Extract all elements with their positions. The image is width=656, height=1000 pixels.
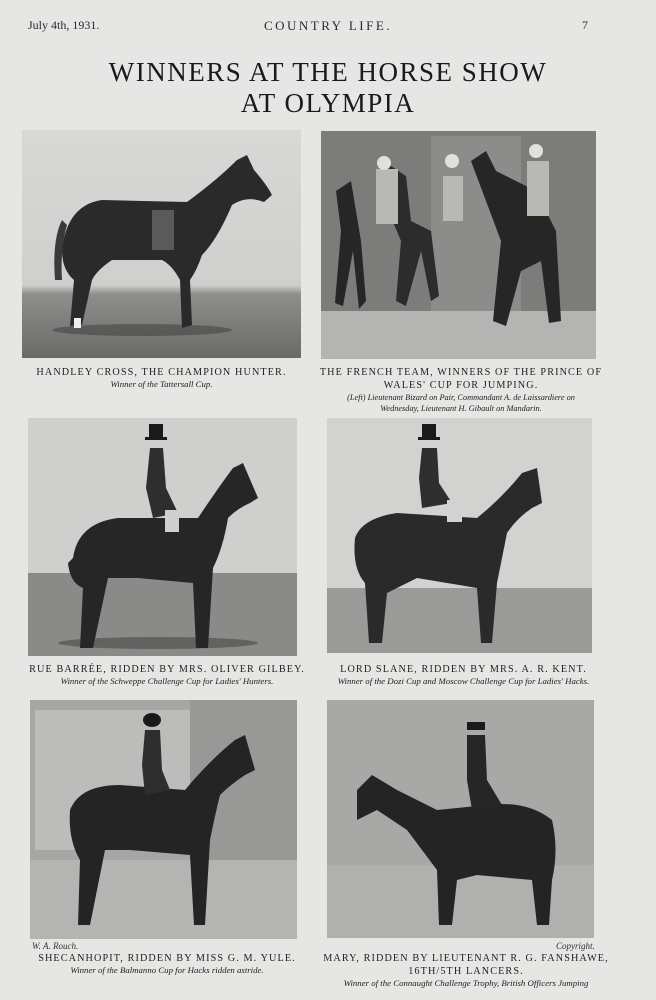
caption-title-line-1: THE FRENCH TEAM, WINNERS OF THE PRINCE OF [319,367,603,378]
photo-handley-cross [22,130,301,358]
caption-title: LORD SLANE, RIDDEN BY MRS. A. R. KENT. [340,664,587,675]
caption-mary [316,952,616,989]
issue-date: July 4th, 1931. [28,18,100,32]
caption-handley-cross [22,366,301,390]
caption-subtitle: Winner of the Tattersall Cup. [110,379,213,389]
caption-rue-barree [22,663,312,687]
photo-credit-copyright: Copyright. [556,941,595,951]
photo-credit-rouch: W. A. Rouch. [32,941,79,951]
caption-shecanhopit [22,952,312,976]
caption-subtitle: Winner of the Dozi Cup and Moscow Challenge Cup for Ladies' Hacks. [337,676,590,686]
caption-subtitle: Winner of the Schweppe Challenge Cup for Ladies' Hunters. [60,676,274,686]
magazine-name: COUNTRY LIFE. [263,18,393,33]
caption-subtitle: Winner of the Connaught Challenge Trophy, British Officers Jumping [343,978,589,988]
caption-title-line-2: WALES' CUP FOR JUMPING. [383,380,539,391]
photo-mary [327,700,594,938]
photo-rue-barree [28,418,297,656]
photo-french-team [321,131,596,359]
photo-shecanhopit [30,700,297,939]
page-number: 7 [582,18,588,32]
caption-subtitle-line-1: (Left) Lieutenant Bizard on Pair, Commandant A. de Laissardiere on [347,393,575,402]
caption-title: HANDLEY CROSS, THE CHAMPION HUNTER. [36,367,287,378]
headline-line-1: WINNERS AT THE HORSE SHOW [108,57,548,87]
caption-subtitle: Winner of the Balmanno Cup for Hacks ridden astride. [70,965,264,975]
photo-lord-slane [327,418,592,653]
caption-title-line-1: MARY, RIDDEN BY LIEUTENANT R. G. FANSHAWE, [323,953,609,964]
caption-title: SHECANHOPIT, RIDDEN BY MISS G. M. YULE. [38,953,296,964]
headline-line-2: AT OLYMPIA [240,88,416,118]
caption-title-line-2: 16TH/5TH LANCERS. [408,966,524,977]
caption-title: RUE BARRÉE, RIDDEN BY MRS. OLIVER GILBEY. [29,664,305,675]
caption-lord-slane [316,663,611,687]
caption-french-team [316,366,606,414]
caption-subtitle-line-2: Wednesday, Lieutenant H. Gibault on Mandarin. [380,404,542,413]
